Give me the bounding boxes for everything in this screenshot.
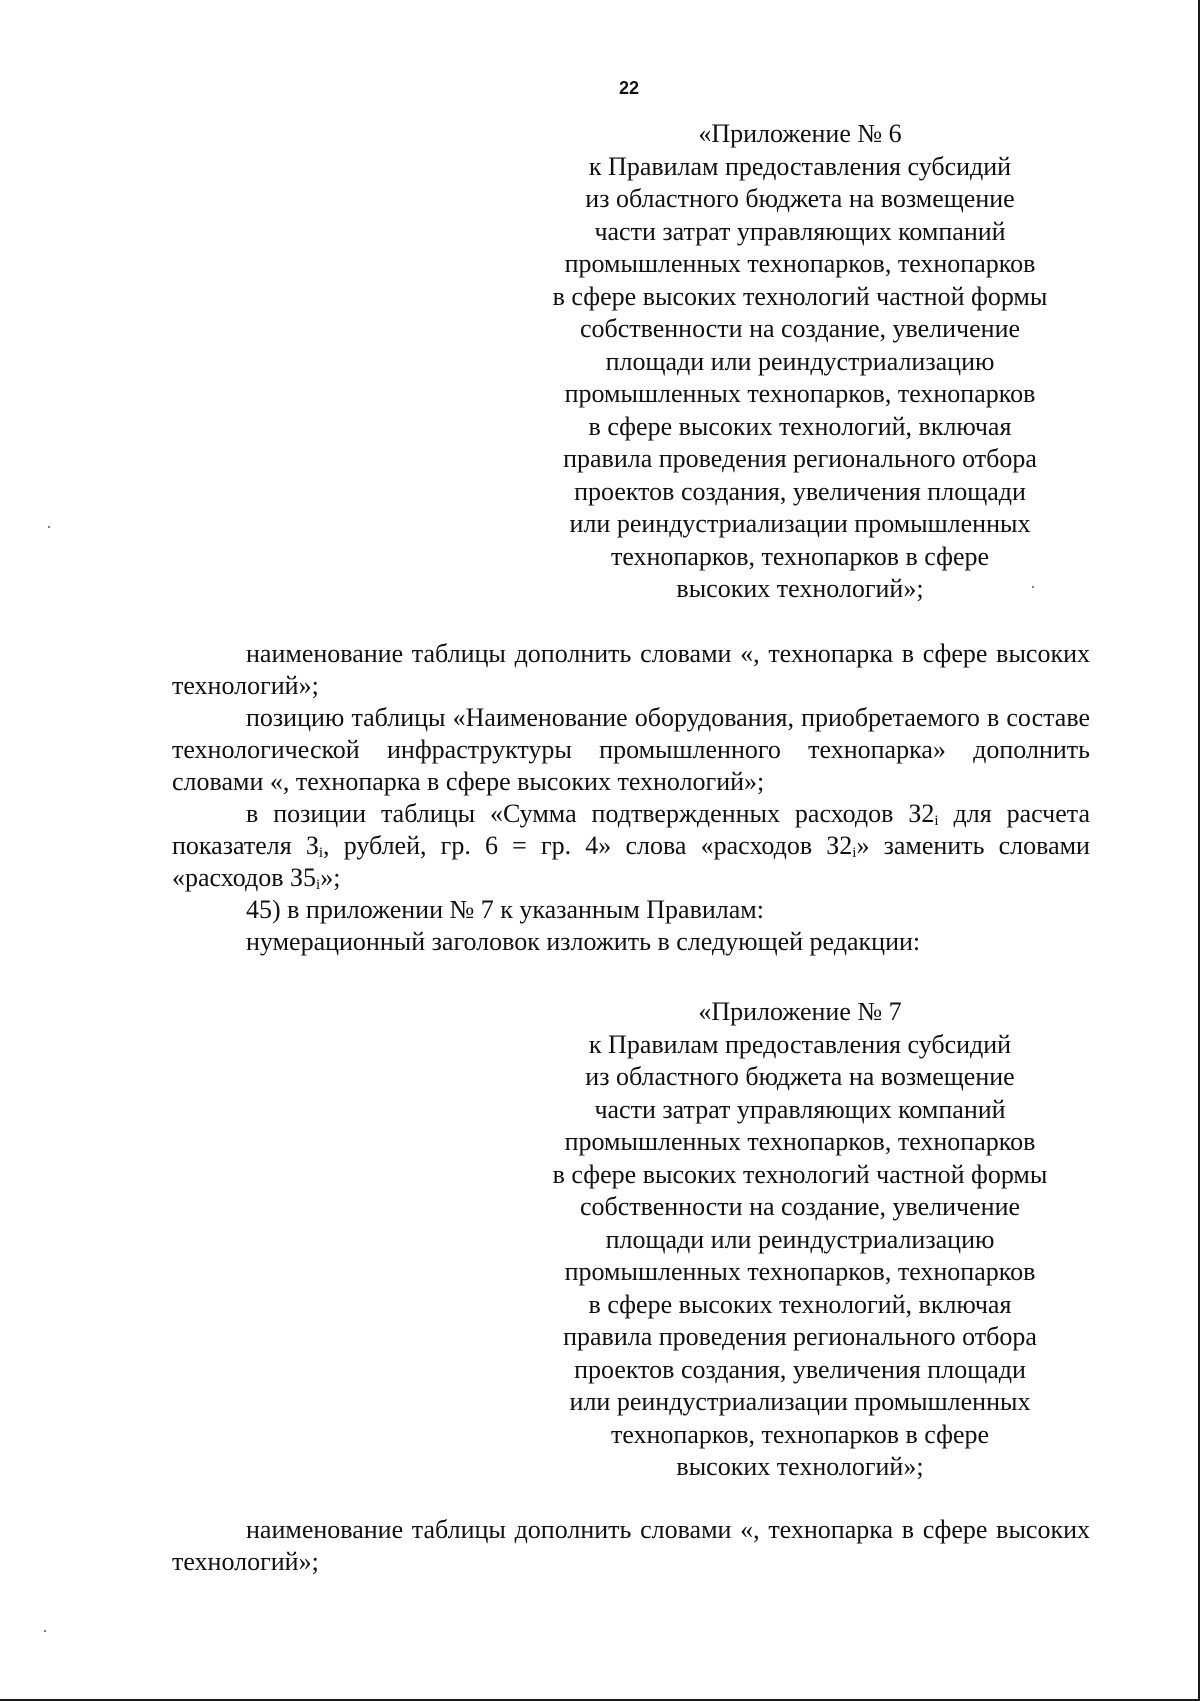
appendix-7-line: в сфере высоких технологий, включая [588,1289,1012,1319]
appendix-7-line: к Правилам предоставления субсидий [588,1029,1012,1059]
appendix-7-line: «Приложение № 7 [698,997,902,1026]
appendix-7-line: части затрат управляющих компаний [594,1094,1006,1124]
appendix-7-line: собственности на создание, увеличение [579,1192,1021,1221]
subscript: i [934,813,939,829]
text-run: » заменить словами «расходов З5 [172,831,1090,892]
appendix-7-line: площади или реиндустриализацию [605,1224,995,1254]
paragraph: позицию таблицы «Наименование оборудования, приобретаемого в составе технологической инфраструктуры промышленного технопарка» дополнить словами «, технопарка в сфере высоких технологий»; [172,703,1090,796]
appendix-6-line: промышленных технопарков, технопарков [564,249,1036,278]
appendix-7-line: промышленных технопарков, технопарков [564,1127,1036,1156]
appendix-7-line: технопарков, технопарков в сфере [610,1419,990,1449]
paragraph: наименование таблицы дополнить словами «, технопарка в сфере высоких технологий»; [172,1515,1090,1576]
text-run: в позиции таблицы «Сумма подтвержденных расходов З2 [246,799,935,828]
appendix-7-line: в сфере высоких технологий частной формы [552,1159,1048,1189]
appendix-6-line: из областного бюджета на возмещение [585,184,1015,213]
amendment-text-2 [172,1514,1090,1578]
appendix-7-line: проектов создания, увеличения площади [574,1354,1026,1384]
page-number: 22 [618,78,640,98]
appendix-6-line: «Приложение № 6 [698,119,902,148]
paragraph: наименование таблицы дополнить словами «, технопарка в сфере высоких технологий»; [172,639,1090,700]
appendix-7-line: правила проведения регионального отбора [563,1322,1037,1351]
subscript: i [852,845,857,861]
appendix-6-header [510,118,1090,606]
appendix-7-line: или реиндустриализации промышленных [569,1387,1031,1416]
appendix-7-line: высоких технологий»; [676,1452,924,1481]
scan-speck [1032,586,1034,588]
subscript: i [318,845,324,861]
appendix-6-line: технопарков, технопарков в сфере [610,541,990,571]
scan-speck [44,1630,46,1632]
appendix-6-line: проектов создания, увеличения площади [574,476,1026,506]
amendment-text-1 [172,638,1090,958]
text-run: для расчета показателя З [172,799,1090,860]
text-run: »; [320,863,341,892]
appendix-6-line: к Правилам предоставления субсидий [588,151,1012,181]
appendix-7-line: промышленных технопарков, технопарков [564,1257,1036,1286]
appendix-6-line: собственности на создание, увеличение [579,314,1021,343]
appendix-7-header [510,996,1090,1484]
subscript: i [316,877,321,893]
paragraph: 45) в приложении № 7 к указанным Правилам: [246,895,764,924]
appendix-6-line: части затрат управляющих компаний [594,216,1006,246]
appendix-6-line: площади или реиндустриализацию [605,346,995,376]
appendix-6-line: в сфере высоких технологий частной формы [552,281,1048,311]
text-run: , рублей, гр. 6 = гр. 4» слова «расходов З2 [323,831,853,860]
paragraph: нумерационный заголовок изложить в следующей редакции: [246,927,921,956]
paragraph [172,798,1090,894]
appendix-6-line: высоких технологий»; [676,574,924,603]
appendix-6-line: промышленных технопарков, технопарков [564,379,1036,408]
appendix-6-line: в сфере высоких технологий, включая [588,411,1012,441]
appendix-6-line: или реиндустриализации промышленных [569,509,1031,538]
scan-speck [48,526,50,528]
appendix-6-line: правила проведения регионального отбора [563,444,1037,473]
appendix-7-line: из областного бюджета на возмещение [585,1062,1015,1091]
